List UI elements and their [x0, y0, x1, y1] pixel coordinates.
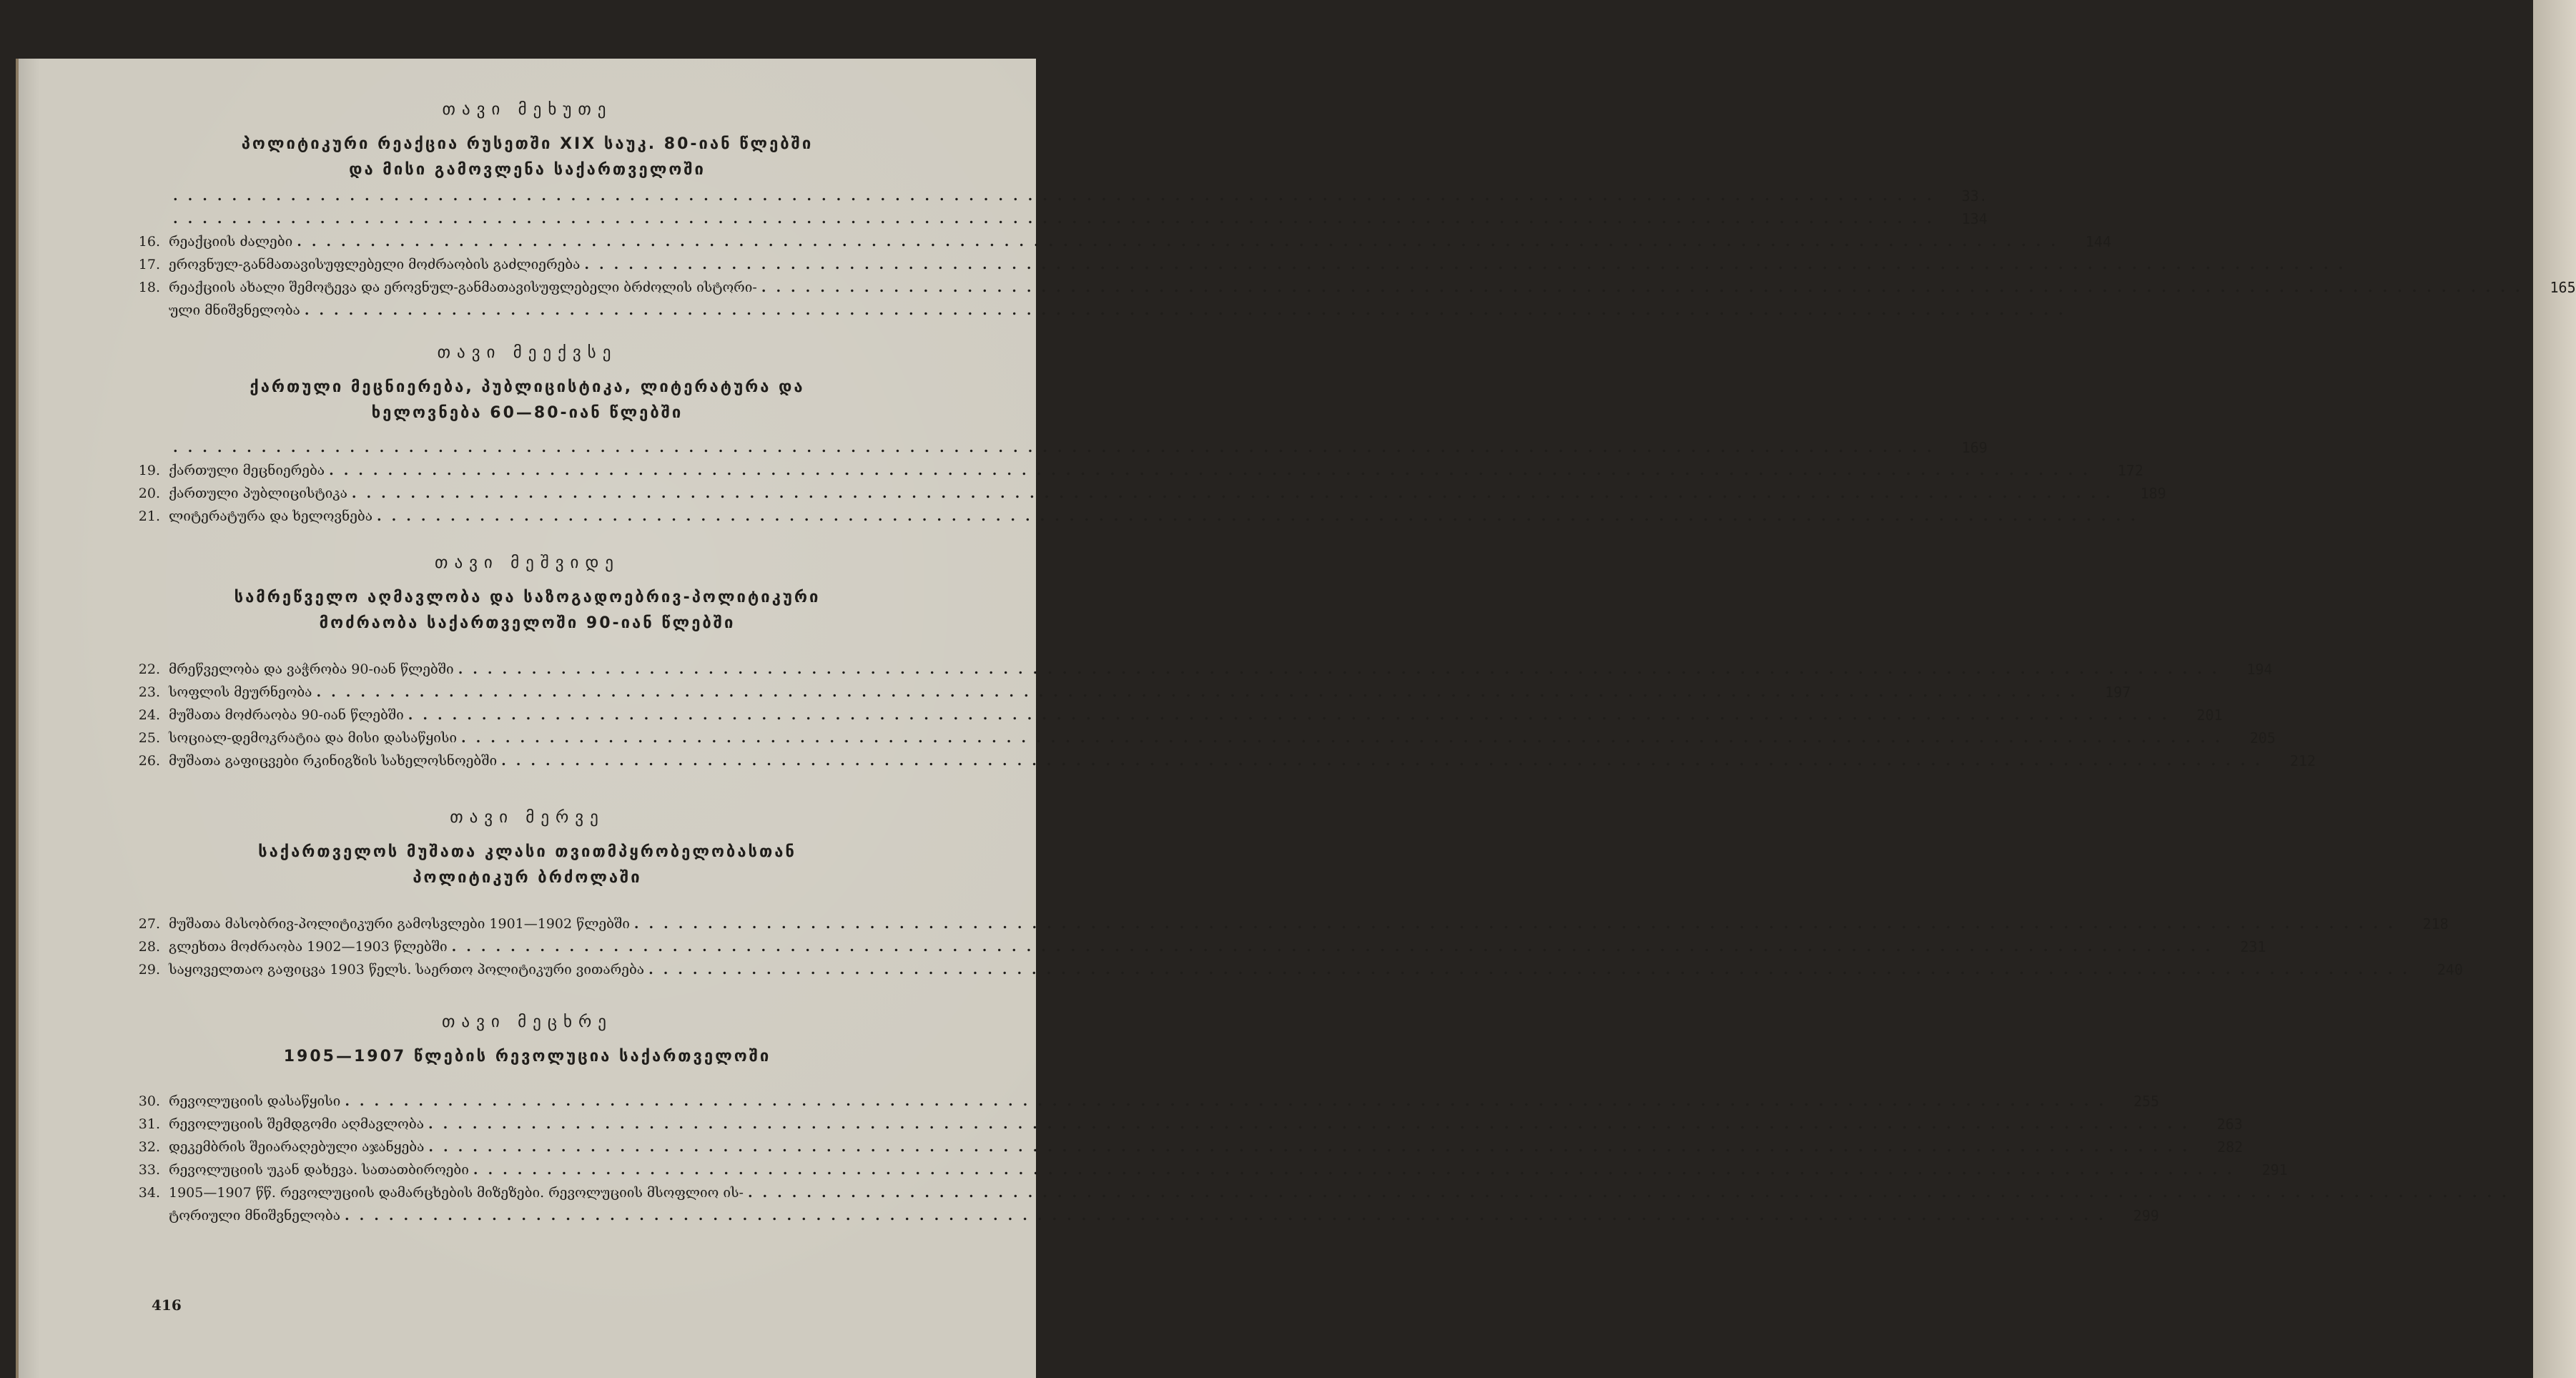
chapter-label: თავი მეხუთე	[442, 100, 613, 119]
toc-entry[interactable]	[129, 1090, 2160, 1113]
chapter-entries	[129, 436, 2166, 528]
chapter-title-line: ქართული მეცნიერება, პუბლიცისტიკა, ლიტერატურა და	[250, 378, 805, 396]
entry-page: 240	[2437, 961, 2463, 978]
chapter-title-line: 1905—1907 წლების რევოლუცია საქართველოში	[283, 1048, 771, 1066]
entry-title: რევოლუციის შემდგომი აღმავლობა	[169, 1116, 424, 1132]
leader-dots: ........................................................................................................................	[377, 508, 2146, 524]
entry-title: ული მნიშვნელობა	[169, 302, 300, 318]
toc-entry[interactable]	[129, 935, 2266, 958]
entry-title: მუშათა მოძრაობა 90-იან წლებში	[169, 707, 404, 723]
leader-dots: ........................................................................................................................	[501, 753, 2270, 769]
entry-number: 19.	[138, 463, 160, 478]
chapter-title-line: სამრეწველო აღმავლობა და საზოგადოებრივ-პოლიტიკური	[234, 589, 821, 606]
chapter-title-line: ხელოვნება 60—80-იან წლებში	[371, 404, 684, 422]
toc-entry[interactable]	[129, 704, 2223, 727]
chapter-title	[129, 132, 926, 183]
toc-entry[interactable]	[129, 912, 2449, 935]
toc-entry[interactable]	[129, 1158, 2288, 1181]
chapter-7	[129, 553, 926, 636]
toc-entry[interactable]	[129, 436, 1988, 459]
leader-dots: ........................................................................................................................	[173, 188, 1942, 204]
entry-number: 17.	[138, 257, 160, 272]
leader-dots: ........................................................................................................................	[304, 302, 2073, 318]
leader-dots: ........................................................................................................................	[297, 234, 2066, 250]
chapter-entries	[129, 658, 2316, 772]
entry-number: 27.	[138, 916, 160, 932]
entry-number: 22.	[138, 661, 160, 677]
chapter-5	[129, 100, 926, 183]
toc-entry[interactable]	[129, 253, 2354, 276]
entry-number: 31.	[138, 1116, 160, 1132]
leader-dots: ........................................................................................................................	[648, 962, 2417, 978]
entry-title: სოციალ-დემოკრატია და მისი დასაწყისი	[169, 730, 458, 746]
toc-entry[interactable]	[129, 1204, 2159, 1227]
entry-page: 134	[1961, 210, 1988, 227]
entry-number: 24.	[138, 707, 160, 723]
leader-dots: ........................................................................................................................	[451, 939, 2221, 955]
entry-title: დეკემბრის შეიარაღებული აჯანყება	[169, 1139, 425, 1155]
entry-page: 33.	[1961, 187, 1988, 205]
leader-dots: ........................................................................................................................	[584, 257, 2354, 272]
entry-number: 33.	[138, 1162, 160, 1178]
entry-number: 30.	[138, 1093, 160, 1109]
toc-entry[interactable]	[129, 681, 2131, 704]
leader-dots: ........................................................................................................................	[173, 440, 1942, 456]
entry-title: მუშათა გაფიცვები რკინიგზის სახელოსნოებში	[169, 753, 498, 769]
chapter-title	[129, 585, 926, 636]
leader-dots: ........................................................................................................................	[351, 486, 2121, 501]
leader-dots: ........................................................................................................................	[408, 707, 2177, 723]
leader-dots: ........................................................................................................................	[761, 280, 2530, 295]
chapter-6	[129, 343, 926, 426]
entry-title: ლიტერატურა და ხელოვნება	[169, 508, 372, 524]
toc-entry[interactable]	[129, 727, 2276, 749]
entry-title: რევოლუციის უკან დახევა. სათათბიროები	[169, 1162, 469, 1178]
chapter-title-line: პოლიტიკური რეაქცია რუსეთში XIX საუკ. 80-იან წლებში	[241, 135, 814, 153]
entry-number: 25.	[138, 730, 160, 746]
page-number: 416	[152, 1296, 182, 1314]
leader-dots: ........................................................................................................................	[316, 684, 2086, 700]
entry-number: 21.	[138, 508, 160, 524]
entry-page: 291	[2261, 1161, 2288, 1178]
toc-entry[interactable]	[129, 658, 2273, 681]
toc-entry[interactable]	[129, 482, 2166, 505]
chapter-9	[129, 1013, 926, 1070]
toc-entry[interactable]	[129, 207, 1988, 230]
toc-entry[interactable]	[129, 505, 2146, 528]
chapter-entries	[129, 1090, 2517, 1227]
entry-page: 144	[2085, 233, 2111, 250]
entry-page: 169	[1961, 439, 1988, 456]
toc-entry[interactable]	[129, 459, 2143, 482]
toc-entry[interactable]	[129, 749, 2316, 772]
leader-dots: ........................................................................................................................	[345, 1093, 2114, 1109]
entry-number: 32.	[138, 1139, 160, 1155]
toc-entry[interactable]	[129, 1113, 2243, 1136]
entry-title: ეროვნულ-განმათავისუფლებელი მოძრაობის გაძლიერება	[169, 257, 581, 272]
entry-page: 172	[2117, 462, 2143, 479]
leader-dots: ........................................................................................................................	[461, 730, 2230, 746]
toc-entry[interactable]	[129, 230, 2111, 253]
chapter-title-line: და მისი გამოვლენა საქართველოში	[349, 161, 706, 179]
chapter-title-line: საქართველოს მუშათა კლასი თვითმპყრობელობასთან	[258, 843, 796, 861]
entry-title: საყოველთაო გაფიცვა 1903 წელს. საერთო პოლიტიკური ვითარება	[169, 962, 645, 978]
leader-dots: ........................................................................................................................	[428, 1139, 2198, 1155]
entry-title: ტორიული მნიშვნელობა	[169, 1208, 340, 1224]
leader-dots: ........................................................................................................................	[473, 1162, 2242, 1178]
entry-title: მუშათა მასობრივ-პოლიტიკური გამოსვლები 1901—1902 წლებში	[169, 916, 630, 932]
toc-entry[interactable]	[129, 299, 2073, 322]
entry-page: 205	[2249, 729, 2276, 747]
table-of-contents	[129, 100, 2576, 1227]
leader-dots: ........................................................................................................................	[747, 1185, 2517, 1201]
entry-number: 16.	[138, 234, 160, 250]
entry-title: სოფლის მეურნეობა	[169, 684, 312, 700]
entry-title: რეაქციის ძალები	[169, 234, 293, 250]
entry-number: 18.	[138, 280, 160, 295]
entry-title: რევოლუციის დასაწყისი	[169, 1093, 341, 1109]
entry-title: რეაქციის ახალი შემოტევა და ეროვნულ-განმათავისუფლებელი ბრძოლის ისტორი-	[169, 280, 757, 295]
entry-number: 20.	[138, 486, 160, 501]
entry-page: 218	[2422, 915, 2449, 932]
leader-dots: ........................................................................................................................	[329, 463, 2098, 478]
entry-page: 194	[2246, 661, 2273, 678]
leader-dots: ........................................................................................................................	[458, 661, 2227, 677]
entry-title: 1905—1907 წწ. რევოლუციის დამარცხების მიზეზები. რევოლუციის მსოფლიო ის-	[169, 1185, 744, 1201]
entry-page: 299	[2133, 1207, 2159, 1224]
entry-page: 282	[2217, 1138, 2244, 1156]
chapter-8	[129, 808, 926, 891]
entry-page: 263	[2216, 1116, 2243, 1133]
entry-page: 197	[2105, 684, 2131, 701]
leader-dots: ........................................................................................................................	[428, 1116, 2197, 1132]
chapter-entries	[129, 912, 2463, 981]
entry-page: 201	[2196, 707, 2223, 724]
leader-dots: ........................................................................................................................	[633, 916, 2403, 932]
entry-number: 28.	[138, 939, 160, 955]
entry-page: 189	[2140, 485, 2166, 502]
leader-dots: ........................................................................................................................	[173, 211, 1942, 227]
entry-page: 231	[2240, 938, 2266, 955]
entry-number: 34.	[138, 1185, 160, 1201]
entry-page: 255	[2133, 1093, 2160, 1110]
chapter-title	[129, 840, 926, 891]
toc-entry[interactable]	[129, 958, 2463, 981]
toc-entry[interactable]	[129, 276, 2576, 299]
chapter-label: თავი მერვე	[450, 808, 605, 827]
entry-title: მრეწველობა და ვაჭრობა 90-იან წლებში	[169, 661, 454, 677]
chapter-title	[129, 1044, 926, 1070]
entry-title: ქართული მეცნიერება	[169, 463, 325, 478]
entry-number: 23.	[138, 684, 160, 700]
entry-page: 212	[2289, 752, 2316, 769]
page-edge	[2533, 0, 2576, 1378]
toc-entry[interactable]	[129, 1181, 2517, 1204]
chapter-title-line: მოძრაობა საქართველოში 90-იან წლებში	[319, 614, 736, 632]
leader-dots: ........................................................................................................................	[345, 1208, 2113, 1224]
toc-entry[interactable]	[129, 1136, 2244, 1158]
toc-entry[interactable]	[129, 184, 1988, 207]
entry-number: 29.	[138, 962, 160, 978]
chapter-label: თავი მეექვსე	[437, 343, 618, 362]
chapter-title-line: პოლიტიკურ ბრძოლაში	[413, 869, 642, 887]
entry-title: ქართული პუბლიცისტიკა	[169, 486, 347, 501]
entry-page: 165	[2550, 279, 2576, 296]
chapter-label: თავი მეშვიდე	[435, 553, 620, 572]
chapter-title	[129, 375, 926, 426]
chapter-label: თავი მეცხრე	[442, 1013, 613, 1031]
chapter-entries	[129, 184, 2576, 322]
entry-number: 26.	[138, 753, 160, 769]
entry-title: გლეხთა მოძრაობა 1902—1903 წლებში	[169, 939, 448, 955]
